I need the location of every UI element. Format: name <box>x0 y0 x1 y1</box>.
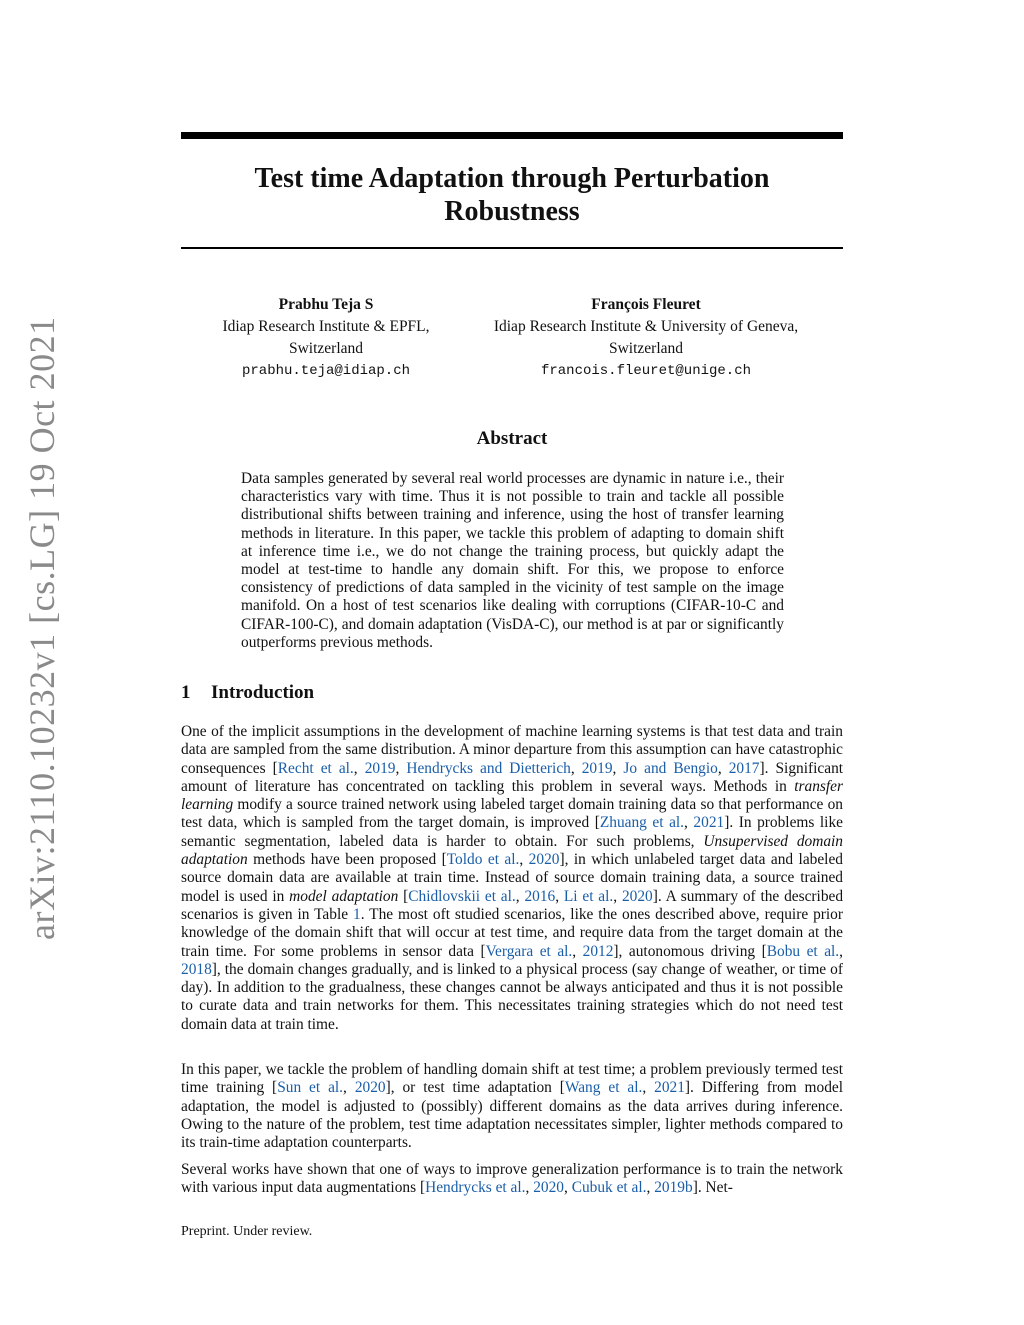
citation-link[interactable]: Jo and Bengio <box>623 759 718 777</box>
citation-link[interactable]: Recht et al. <box>277 759 354 777</box>
text-run: [ <box>398 887 409 905</box>
citation-link[interactable]: 2019 <box>581 759 613 777</box>
citation-link[interactable]: Hendrycks and Dietterich <box>406 759 571 777</box>
author-email[interactable]: francois.fleuret@unige.ch <box>540 363 752 379</box>
citation-link[interactable]: 2021 <box>654 1079 685 1097</box>
citation-link[interactable]: 2016 <box>524 887 556 905</box>
paper-title <box>181 162 843 228</box>
text-run: , <box>395 759 407 777</box>
title-bottom-rule <box>181 247 843 249</box>
text-run: ]. Significant amount of literature has concentrated on tackling this problem in several ways. Methods in <box>181 759 844 795</box>
title-line-2: Robustness <box>444 196 580 227</box>
author-name: François Fleuret <box>591 296 701 313</box>
citation-link[interactable]: 2012 <box>582 942 614 960</box>
section-number: 1 <box>181 682 191 703</box>
text-run: , <box>564 1179 572 1197</box>
author-block-1 <box>181 294 471 382</box>
text-run: , <box>570 759 582 777</box>
text-run: , <box>519 851 529 869</box>
citation-link[interactable]: 2020 <box>621 887 653 905</box>
title-top-rule <box>181 132 843 139</box>
citation-link[interactable]: 2020 <box>533 1179 564 1197</box>
title-line-1: Test time Adaptation through Perturbation <box>254 163 770 194</box>
citation-link[interactable]: Li et al. <box>563 887 614 905</box>
text-run: One of the implicit assumptions in the development of machine learning systems is that test data and train data are sampled from the same distribution. A minor departure from this assumption can have catastrophic consequences [ <box>181 723 843 777</box>
author-name: Prabhu Teja S <box>278 296 374 313</box>
citation-link[interactable]: 2020 <box>528 851 560 869</box>
citation-link[interactable]: Zhuang et al. <box>599 814 685 832</box>
citation-link[interactable]: 2021 <box>693 814 725 832</box>
citation-link[interactable]: 2018 <box>181 960 212 978</box>
text-run: , <box>555 887 564 905</box>
text-run: modify a source trained network using labeled target domain training data so that performance on test data, which is sampled from the target domain, is improved [ <box>181 796 843 832</box>
text-run: , <box>684 814 694 832</box>
citation-link[interactable]: Hendrycks et al. <box>425 1179 526 1197</box>
arxiv-identifier: arXiv:2110.10232v1 [cs.LG] 19 Oct 2021 <box>22 316 62 940</box>
author-affiliation: Idiap Research Institute & EPFL, <box>222 318 430 335</box>
author-email[interactable]: prabhu.teja@idiap.ch <box>241 363 411 379</box>
text-run: ], or test time adaptation [ <box>385 1079 565 1097</box>
text-run: methods have been proposed [ <box>247 851 447 869</box>
text-run: , <box>525 1179 534 1197</box>
citation-link[interactable]: 2020 <box>354 1079 386 1097</box>
text-run: , <box>642 1079 655 1097</box>
emphasized-term: model adaptation <box>289 887 399 905</box>
text-run: , <box>572 942 583 960</box>
text-run: , <box>343 1079 355 1097</box>
citation-link[interactable]: Sun et al. <box>277 1079 344 1097</box>
text-run: ], in which unlabeled target data and labeled source domain data are available at train time. Instead of source domain training data, a source trained model is used in <box>181 851 843 905</box>
text-run: , <box>353 759 365 777</box>
citation-link[interactable]: Cubuk et al. <box>571 1179 647 1197</box>
citation-link[interactable]: 2017 <box>728 759 760 777</box>
intro-paragraph-2 <box>181 1061 843 1152</box>
citation-link[interactable]: Chidlovskii et al. <box>408 887 516 905</box>
text-run: ]. Net- <box>692 1179 733 1197</box>
footer-note: Preprint. Under review. <box>181 1224 313 1239</box>
text-run: , <box>717 759 729 777</box>
emphasized-term: transfer learning <box>181 777 843 814</box>
section-heading-introduction <box>181 682 314 704</box>
author-country: Switzerland <box>288 340 364 357</box>
text-run: ]. In problems like semantic segmentation, labeled data is harder to obtain. For such problems, <box>181 814 843 850</box>
text-run: . The most oft studied scenarios, like the ones described above, require prior knowledge of the domain shift that will occur at test time, and require data from the target domain at the train time. For some problems in sensor data [ <box>181 905 843 960</box>
intro-paragraph-3 <box>181 1161 843 1198</box>
text-run: , <box>612 759 624 777</box>
text-run: ], autonomous driving [ <box>613 942 767 960</box>
citation-link[interactable]: 2019 <box>364 759 396 777</box>
text-run: ]. A summary of the described scenarios is given in Table <box>181 887 844 923</box>
citation-link[interactable]: Bobu et al. <box>766 942 840 960</box>
text-run: , <box>646 1179 655 1197</box>
author-affiliation: Idiap Research Institute & University of Geneva, <box>493 318 799 335</box>
citation-link[interactable]: Vergara et al. <box>485 942 573 960</box>
intro-paragraph-1 <box>181 723 843 1034</box>
text-run: ]. Differing from model adaptation, the model is adjusted to (possibly) different domains as the data arrives during inference. Owing to the nature of the problem, test time adaptation necessitates simpler, lighter methods compared to its train-time adaptation counterparts. <box>181 1079 843 1152</box>
author-block-2 <box>470 294 822 382</box>
section-title: Introduction <box>211 682 315 703</box>
citation-link[interactable]: Wang et al. <box>564 1079 643 1097</box>
text-run: Several works have shown that one of ways to improve generalization performance is to train the network with various input data augmentations [ <box>181 1161 843 1197</box>
text-run: In this paper, we tackle the problem of handling domain shift at test time; a problem previously termed test time training [ <box>181 1061 843 1097</box>
emphasized-term: Unsupervised domain adaptation <box>181 832 843 869</box>
text-run: , <box>839 942 844 960</box>
text-run: , <box>613 887 622 905</box>
citation-link[interactable]: Toldo et al. <box>446 851 520 869</box>
abstract-heading: Abstract <box>476 428 548 449</box>
citation-link[interactable]: 2019b <box>654 1179 693 1197</box>
abstract-text: Data samples generated by several real world processes are dynamic in nature i.e., their characteristics vary with time. Thus it is not possible to train and tackle all possible distributional shifts between training and inference, using the host of transfer learning methods in literature. In this paper, we tackle this problem of adapting to domain shift at inference time i.e., we do not change the training process, but quickly adapt the model at test-time to handle any domain shift. For this, we propose to enforce consistency of predictions of data sampled in the vicinity of test sample on the image manifold. On a host of test scenarios like dealing with corruptions (CIFAR-10-C and CIFAR-100-C), and domain adaptation (VisDA-C), our method is at par or significantly outperforms previous methods. <box>241 470 784 651</box>
text-run: ], the domain changes gradually, and is linked to a physical process (say change of weather, or time of day). In addition to the gradualness, these changes cannot be always anticipated and thus it is not possible to curate data and train networks for them. This necessitates training strategies which do not need test domain data at train time. <box>181 960 843 1033</box>
author-country: Switzerland <box>608 340 684 357</box>
citation-link[interactable]: 1 <box>352 905 361 923</box>
text-run: , <box>515 887 525 905</box>
